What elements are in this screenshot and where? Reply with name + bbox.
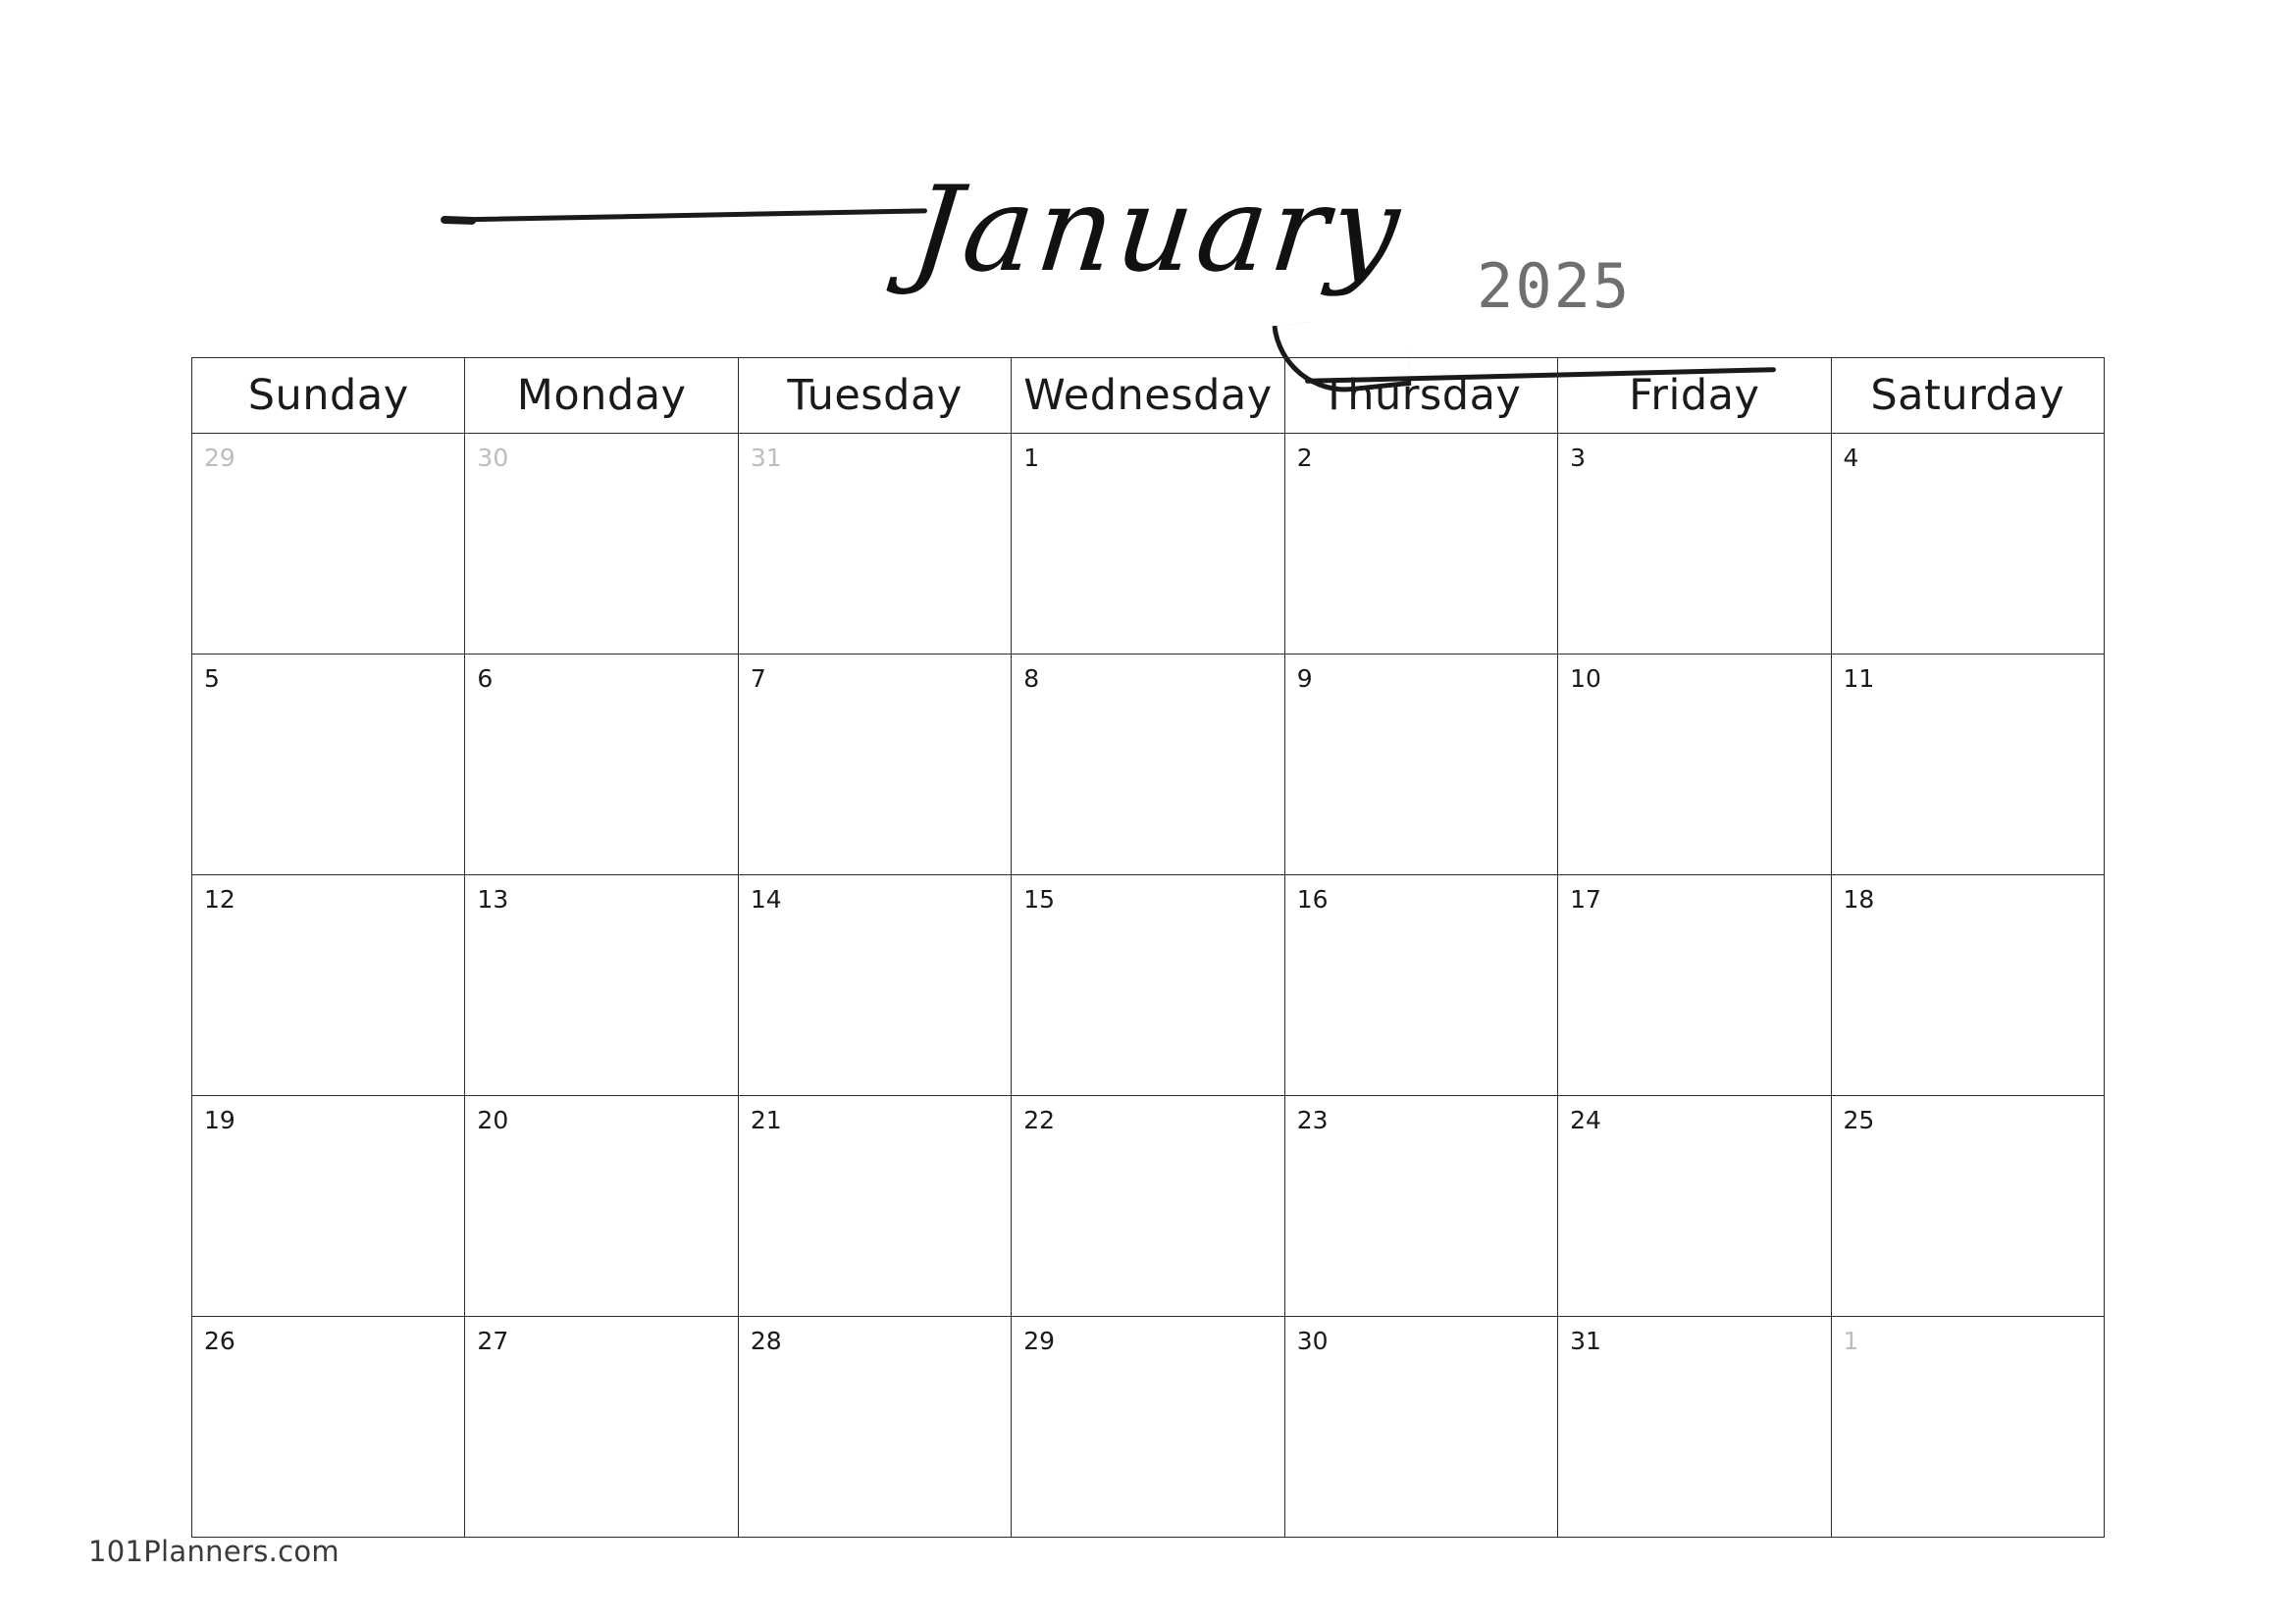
day-cell[interactable] <box>1012 1317 1284 1538</box>
day-cell[interactable] <box>1831 1317 2104 1538</box>
day-number: 21 <box>750 1106 782 1134</box>
day-number: 18 <box>1843 885 1875 914</box>
day-number: 29 <box>204 444 235 472</box>
day-number: 15 <box>1023 885 1056 914</box>
week-row <box>192 875 2105 1096</box>
day-cell[interactable] <box>1558 434 1831 655</box>
day-cell[interactable] <box>192 1096 465 1317</box>
day-cell[interactable] <box>1831 875 2104 1096</box>
day-number: 29 <box>1023 1327 1056 1355</box>
day-cell[interactable] <box>465 1096 738 1317</box>
day-cell[interactable] <box>1284 1096 1557 1317</box>
day-number: 28 <box>750 1327 782 1355</box>
day-number: 8 <box>1023 664 1040 693</box>
day-cell[interactable] <box>738 434 1011 655</box>
day-number: 4 <box>1843 444 1859 472</box>
week-row <box>192 1096 2105 1317</box>
day-number: 5 <box>204 664 220 693</box>
day-cell[interactable] <box>1284 434 1557 655</box>
day-cell[interactable] <box>465 434 738 655</box>
day-number: 12 <box>204 885 235 914</box>
day-cell[interactable] <box>1012 655 1284 875</box>
day-cell[interactable] <box>1284 655 1557 875</box>
week-row <box>192 1317 2105 1538</box>
day-cell[interactable] <box>738 1096 1011 1317</box>
day-number: 31 <box>750 444 782 472</box>
day-cell[interactable] <box>738 655 1011 875</box>
day-cell[interactable] <box>1284 1317 1557 1538</box>
day-cell[interactable] <box>465 655 738 875</box>
day-number: 13 <box>477 885 509 914</box>
day-cell[interactable] <box>192 875 465 1096</box>
day-cell[interactable] <box>738 875 1011 1096</box>
day-number: 10 <box>1570 664 1601 693</box>
day-cell[interactable] <box>192 655 465 875</box>
day-number: 20 <box>477 1106 509 1134</box>
day-number: 24 <box>1570 1106 1601 1134</box>
day-cell[interactable] <box>1558 1096 1831 1317</box>
day-number: 14 <box>750 885 782 914</box>
day-number: 30 <box>477 444 509 472</box>
weekday-header-row <box>192 358 2105 434</box>
day-number: 11 <box>1843 664 1875 693</box>
day-number: 27 <box>477 1327 509 1355</box>
day-cell[interactable] <box>1558 1317 1831 1538</box>
weekday-header-tuesday: Tuesday <box>738 358 1011 434</box>
weekday-header-friday: Friday <box>1558 358 1831 434</box>
day-number: 30 <box>1296 1327 1329 1355</box>
week-row <box>192 655 2105 875</box>
day-cell[interactable] <box>1012 875 1284 1096</box>
day-cell[interactable] <box>1284 875 1557 1096</box>
footer-credit: 101Planners.com <box>88 1535 339 1568</box>
weekday-header-wednesday: Wednesday <box>1012 358 1284 434</box>
day-number: 31 <box>1570 1327 1601 1355</box>
day-cell[interactable] <box>1831 1096 2104 1317</box>
year-title: 2025 <box>1477 250 1632 322</box>
day-cell[interactable] <box>465 875 738 1096</box>
day-cell[interactable] <box>1558 655 1831 875</box>
day-cell[interactable] <box>192 434 465 655</box>
day-number: 1 <box>1843 1327 1859 1355</box>
day-cell[interactable] <box>1831 434 2104 655</box>
day-number: 23 <box>1296 1106 1329 1134</box>
day-cell[interactable] <box>192 1317 465 1538</box>
day-cell[interactable] <box>1558 875 1831 1096</box>
day-number: 22 <box>1023 1106 1056 1134</box>
day-number: 3 <box>1570 444 1587 472</box>
day-number: 17 <box>1570 885 1601 914</box>
day-number: 6 <box>477 664 494 693</box>
month-title: January <box>905 162 1410 298</box>
day-number: 25 <box>1843 1106 1875 1134</box>
day-cell[interactable] <box>465 1317 738 1538</box>
day-number: 26 <box>204 1327 235 1355</box>
calendar-title-block <box>0 69 2295 334</box>
weekday-header-monday: Monday <box>465 358 738 434</box>
day-cell[interactable] <box>1012 434 1284 655</box>
weekday-header-thursday: Thursday <box>1284 358 1557 434</box>
month-grid <box>191 357 2105 1538</box>
day-number: 19 <box>204 1106 235 1134</box>
day-number: 2 <box>1296 444 1313 472</box>
day-cell[interactable] <box>738 1317 1011 1538</box>
day-number: 7 <box>750 664 766 693</box>
title-flourish-left-icon <box>446 208 927 222</box>
day-number: 9 <box>1296 664 1313 693</box>
weekday-header-sunday: Sunday <box>192 358 465 434</box>
day-number: 16 <box>1296 885 1329 914</box>
week-row <box>192 434 2105 655</box>
day-cell[interactable] <box>1012 1096 1284 1317</box>
day-number: 1 <box>1023 444 1040 472</box>
weekday-header-saturday: Saturday <box>1831 358 2104 434</box>
day-cell[interactable] <box>1831 655 2104 875</box>
